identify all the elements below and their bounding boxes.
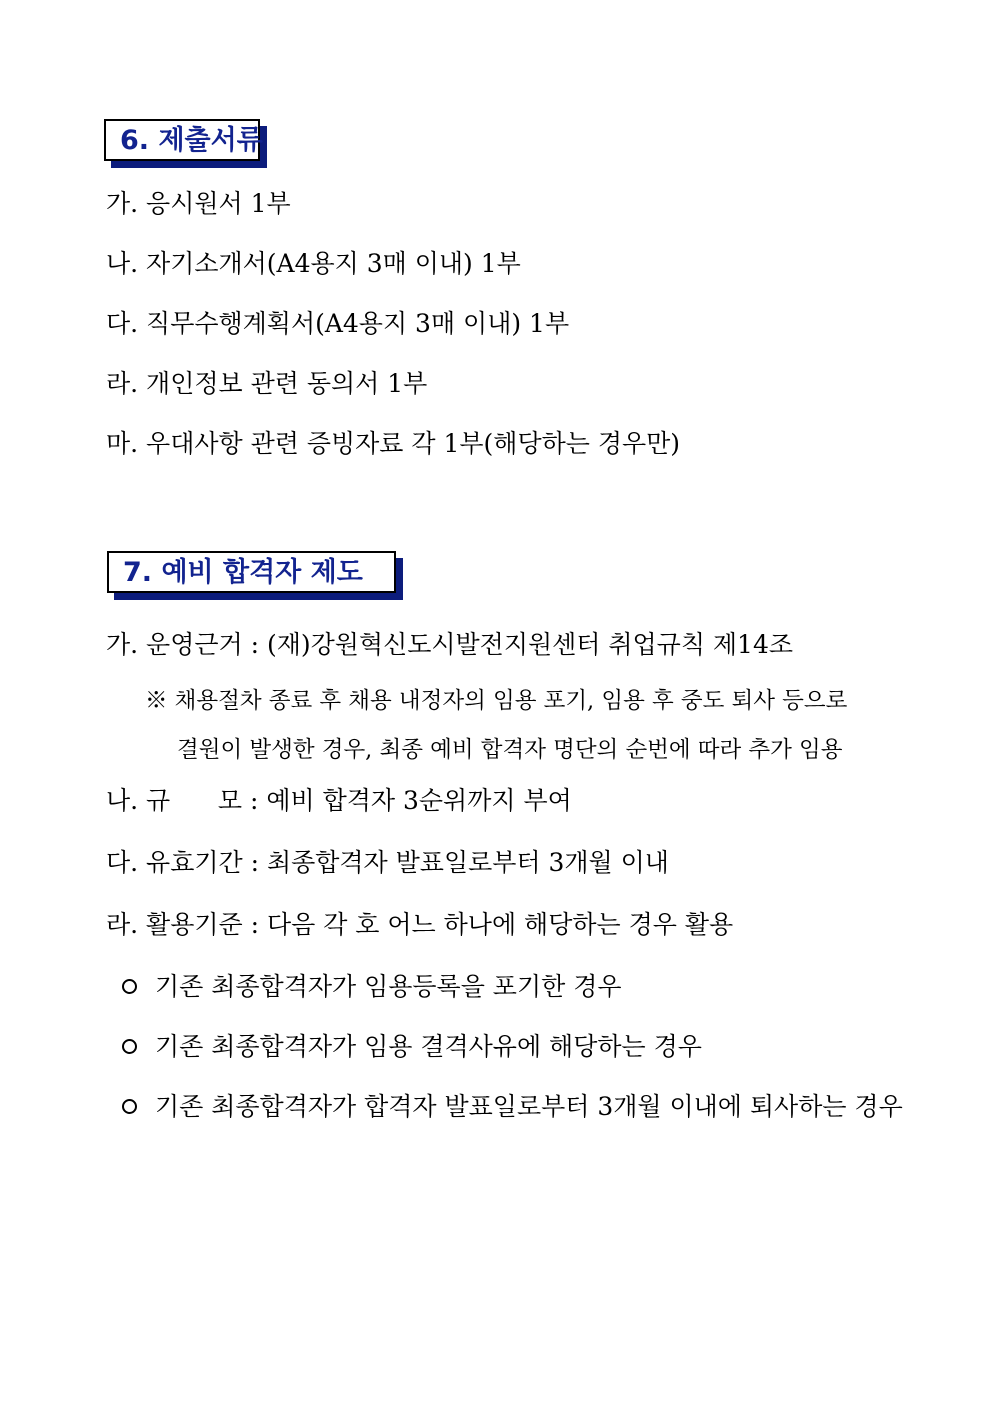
criteria-bullet bbox=[122, 1032, 702, 1062]
criteria-bullet-text: 기존 최종합격자가 임용 결격사유에 해당하는 경우 bbox=[155, 1032, 702, 1061]
document-item-preference-proof: 마. 우대사항 관련 증빙자료 각 1부(해당하는 경우만) bbox=[106, 429, 681, 458]
reserve-criteria: 라. 활용기준 : 다음 각 호 어느 하나에 해당하는 경우 활용 bbox=[106, 910, 734, 939]
criteria-bullet-text: 기존 최종합격자가 합격자 발표일로부터 3개월 이내에 퇴사하는 경우 bbox=[155, 1092, 903, 1121]
section-6-title: 6. 제출서류 bbox=[104, 119, 260, 161]
reserve-scale: 나. 규 모 : 예비 합격자 3순위까지 부여 bbox=[106, 786, 572, 815]
criteria-bullet-text: 기존 최종합격자가 임용등록을 포기한 경우 bbox=[155, 972, 622, 1001]
circle-bullet-icon bbox=[122, 1099, 137, 1114]
document-item-job-plan: 다. 직무수행계획서(A4용지 3매 이내) 1부 bbox=[106, 309, 570, 338]
reserve-note-line-1: ※ 채용절차 종료 후 채용 내정자의 임용 포기, 임용 후 중도 퇴사 등으로 bbox=[145, 688, 848, 714]
reserve-basis: 가. 운영근거 : (재)강원혁신도시발전지원센터 취업규칙 제14조 bbox=[106, 630, 794, 659]
reserve-validity: 다. 유효기간 : 최종합격자 발표일로부터 3개월 이내 bbox=[106, 848, 669, 877]
reserve-note-line-2: 결원이 발생한 경우, 최종 예비 합격자 명단의 순번에 따라 추가 임용 bbox=[177, 737, 843, 763]
document-item-application-form: 가. 응시원서 1부 bbox=[106, 189, 291, 218]
section-7-title: 7. 예비 합격자 제도 bbox=[107, 551, 396, 593]
circle-bullet-icon bbox=[122, 1039, 137, 1054]
criteria-bullet bbox=[122, 1092, 903, 1122]
document-item-privacy-consent: 라. 개인정보 관련 동의서 1부 bbox=[106, 369, 428, 398]
document-item-self-introduction: 나. 자기소개서(A4용지 3매 이내) 1부 bbox=[106, 249, 521, 278]
criteria-bullet bbox=[122, 972, 622, 1002]
circle-bullet-icon bbox=[122, 979, 137, 994]
